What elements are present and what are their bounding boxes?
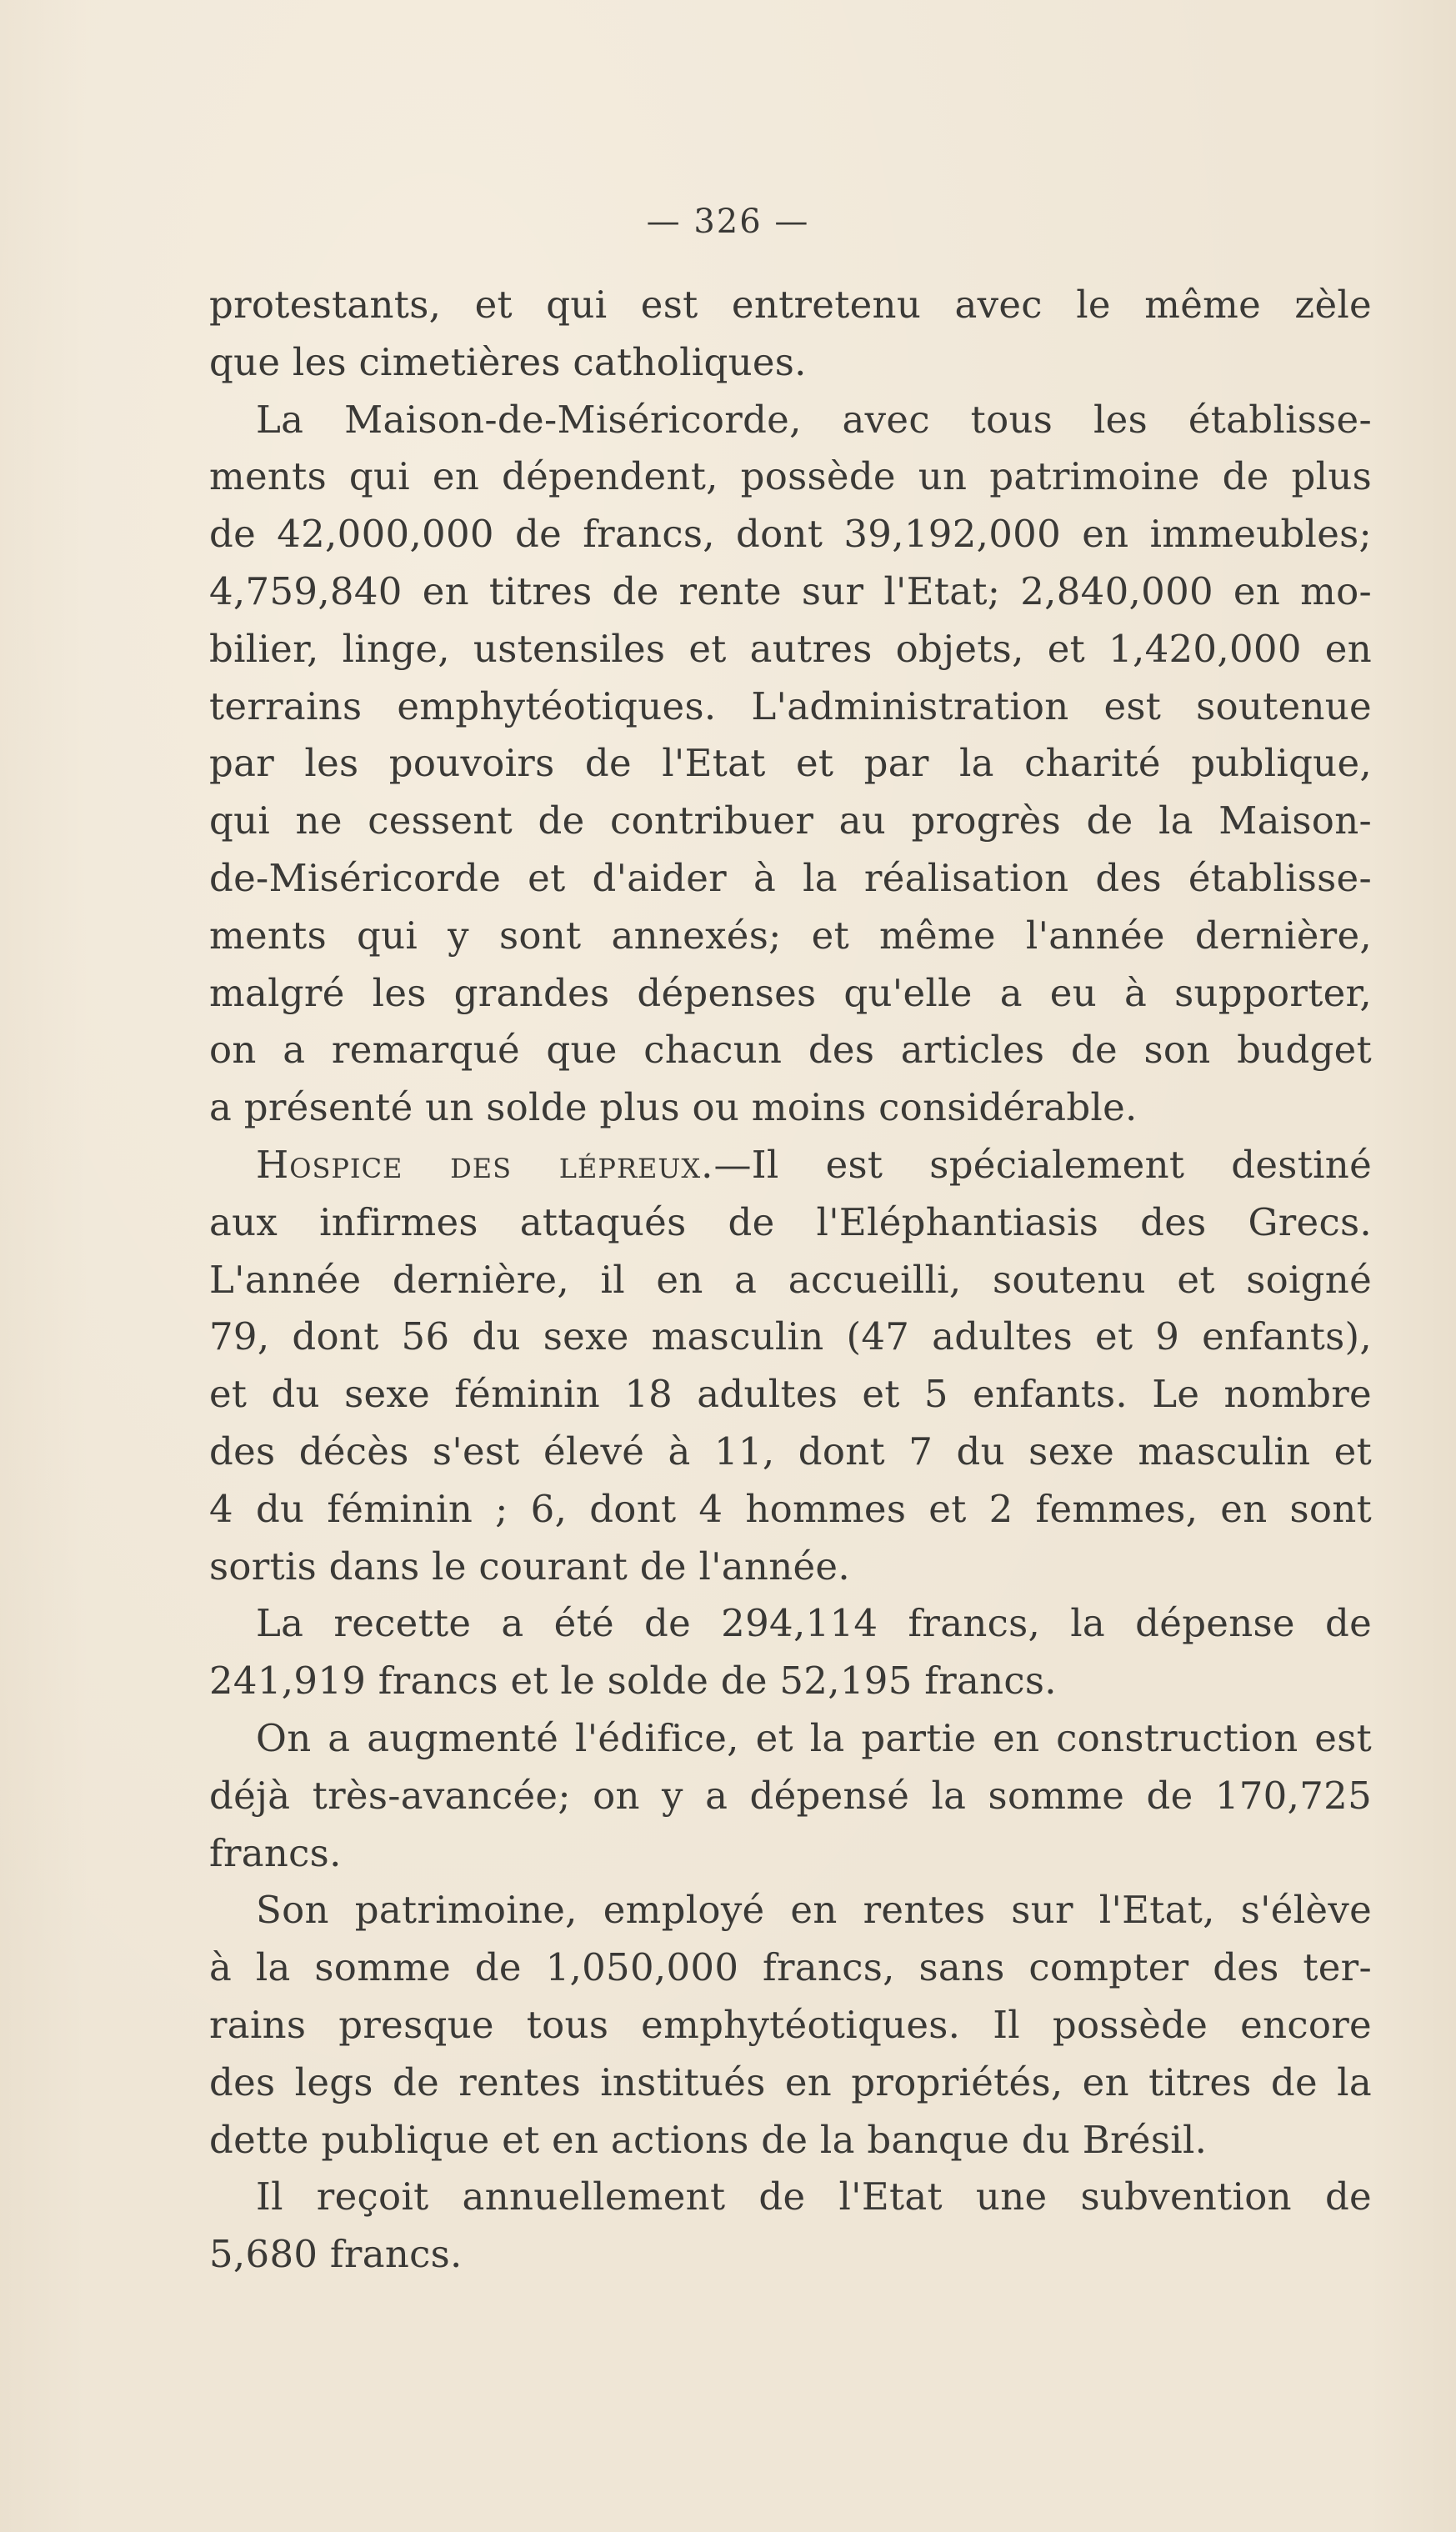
- text-line: que les cimetières catholiques.: [209, 339, 807, 384]
- text-line: 241,919 francs et le solde de 52,195 francs.: [209, 1659, 1057, 1704]
- text-line: par les pouvoirs de l'Etat et par la charité publique,: [209, 741, 1372, 786]
- text-line: qui ne cessent de contribuer au progrès de la Maison-: [209, 798, 1372, 843]
- body-text: [209, 277, 1372, 2284]
- text-line: L'année dernière, il en a accueilli, soutenu et soigné: [209, 1257, 1372, 1302]
- text-line: aux infirmes attaqués de l'Eléphantiasis des Grecs.: [209, 1199, 1372, 1244]
- text-line: francs.: [209, 1830, 342, 1875]
- text-line: 4,759,840 en titres de rente sur l'Etat; 2,840,000 en mo-: [209, 568, 1372, 613]
- text-line: des legs de rentes institués en propriétés, en titres de la: [209, 2059, 1372, 2104]
- text-line: ments qui en dépendent, possède un patrimoine de plus: [209, 454, 1372, 499]
- text-line: on a remarqué que chacun des articles de son budget: [209, 1028, 1372, 1073]
- paragraph-start-line: La Maison-de-Miséricorde, avec tous les établisse-: [256, 397, 1372, 442]
- text-line: et du sexe féminin 18 adultes et 5 enfants. Le nombre: [209, 1372, 1372, 1417]
- text-line: malgré les grandes dépenses qu'elle a eu à supporter,: [209, 970, 1372, 1015]
- text-line: ments qui y sont annexés; et même l'année dernière,: [209, 913, 1372, 958]
- text-line: protestants, et qui est entretenu avec le même zèle: [209, 283, 1372, 327]
- text-line: 4 du féminin ; 6, dont 4 hommes et 2 femmes, en sont: [209, 1486, 1372, 1531]
- paragraph-start-line: Il reçoit annuellement de l'Etat une subvention de: [256, 2174, 1372, 2219]
- text-line: rains presque tous emphytéotiques. Il possède encore: [209, 2002, 1372, 2047]
- text-line: dette publique et en actions de la banque du Brésil.: [209, 2117, 1208, 2162]
- text-line: bilier, linge, ustensiles et autres objets, et 1,420,000 en: [209, 626, 1372, 671]
- text-line: sortis dans le courant de l'année.: [209, 1544, 850, 1589]
- paragraph-start-line: On a augmenté l'édifice, et la partie en construction est: [256, 1715, 1372, 1760]
- page-number: — 326 —: [646, 203, 810, 241]
- paragraph-start-line: La recette a été de 294,114 francs, la dépense de: [256, 1601, 1372, 1646]
- text-line: déjà très-avancée; on y a dépensé la somme de 170,725: [209, 1773, 1372, 1818]
- text-line: 5,680 francs.: [209, 2232, 463, 2277]
- text-line: de 42,000,000 de francs, dont 39,192,000 en immeubles;: [209, 512, 1372, 557]
- section-heading: Hospice des lépreux.: [256, 1142, 714, 1187]
- text-line: de-Miséricorde et d'aider à la réalisation des établisse-: [209, 855, 1372, 900]
- text-line: à la somme de 1,050,000 francs, sans compter des ter-: [209, 1945, 1372, 1990]
- paragraph-start-line: Son patrimoine, employé en rentes sur l'Etat, s'élève: [256, 1888, 1372, 1933]
- section-heading-line: Hospice des lépreux.—Il est spécialement destiné: [256, 1142, 1372, 1187]
- text-line: a présenté un solde plus ou moins considérable.: [209, 1085, 1138, 1130]
- text-line: des décès s'est élevé à 11, dont 7 du sexe masculin et: [209, 1429, 1372, 1474]
- text-line: terrains emphytéotiques. L'administration est soutenue: [209, 683, 1372, 728]
- text-line: 79, dont 56 du sexe masculin (47 adultes et 9 enfants),: [209, 1314, 1372, 1359]
